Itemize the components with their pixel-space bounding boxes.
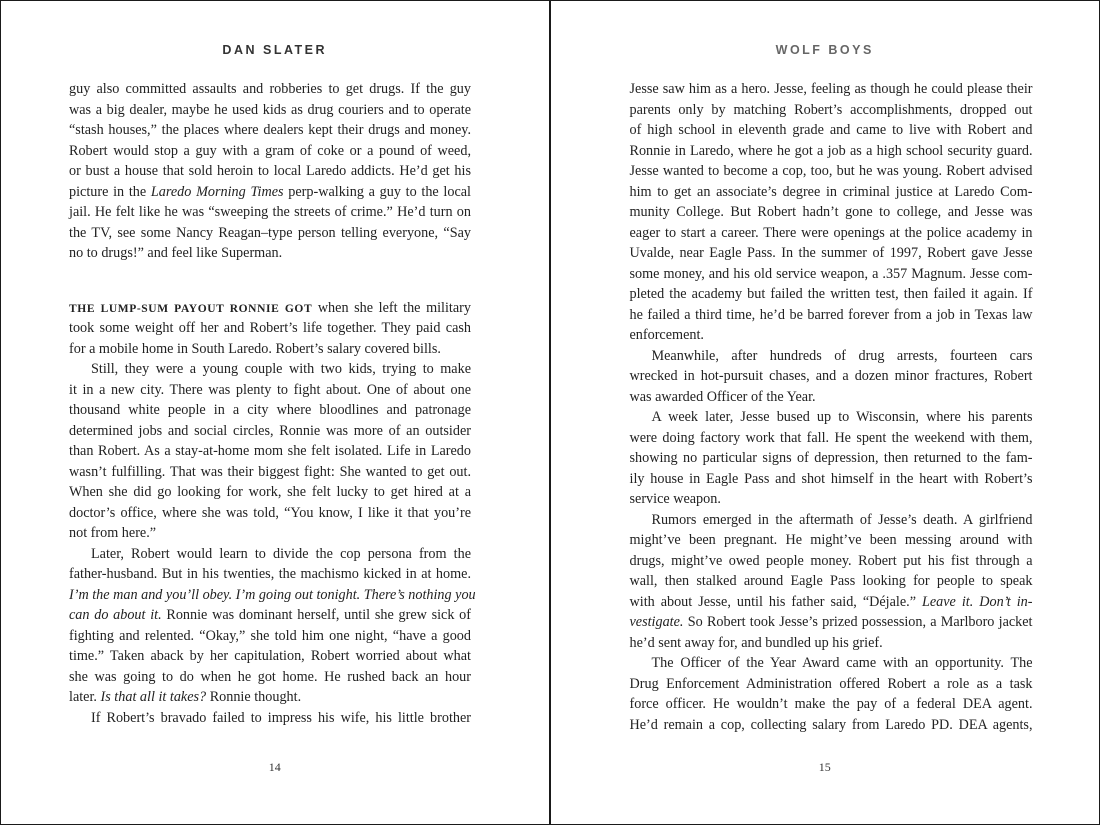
text-line: wrecked in hot-pursuit chases, and a dozen minor fractures, Robert <box>629 368 1033 384</box>
text-line: He’d remain a cop, collecting salary from Laredo PD. DEA agents, <box>629 716 1033 733</box>
styled-phrase: can do about it. <box>69 607 162 623</box>
text-line: Robert would stop a guy with a gram of coke or a pound of weed, <box>69 142 471 159</box>
text-line: ily house in Eagle Pass and shot himself in the heart with Robert’s <box>629 470 1033 487</box>
paragraph-start-line: Meanwhile, after hundreds of drug arrests, fourteen cars <box>651 347 1033 364</box>
styled-phrase: Is that all it takes? <box>100 689 207 705</box>
styled-phrase: Laredo Morning Times <box>150 183 284 200</box>
text-line: time.” Taken aback by her capitulation, Robert worried about what <box>69 648 471 664</box>
text-line: was a big dealer, maybe he used kids as drug couriers and to operate <box>69 101 471 118</box>
paragraph-start-line: The Officer of the Year Award came with an opportunity. The <box>651 655 1033 671</box>
left-page-body <box>69 79 476 728</box>
text-line: might’ve been pregnant. He might’ve been messing around with <box>629 532 1033 548</box>
text-line: service weapon. <box>629 491 721 507</box>
text-line: or bust a house that sold heroin to local Laredo addicts. He’d get his <box>69 163 471 179</box>
text-line: When she did go looking for work, she felt lucky to get hired at a <box>69 484 471 500</box>
text-line: he failed a third time, he’d be barred forever from a job in Texas law <box>629 306 1033 323</box>
text-line: Drug Enforcement Administration offered Robert a role as a task <box>629 675 1033 692</box>
text-line: “stash houses,” the places where dealers kept their drugs and money. <box>69 122 471 138</box>
text-line: parents only by matching Robert’s accomplishments, dropped out <box>629 101 1033 118</box>
left-page <box>1 1 551 824</box>
text-line: no to drugs!” and feel like Superman. <box>69 245 283 261</box>
text-line: him to get an associate’s degree in criminal justice at Laredo Com- <box>629 183 1033 200</box>
text-line: showing no particular signs of depression, then returned to the fam- <box>629 450 1033 466</box>
text-line: determined jobs and social circles, Ronnie was more of an outsider <box>69 422 471 439</box>
text-line: force officer. He wouldn’t make the pay of a federal DEA agent. <box>629 696 1033 712</box>
section-opening-line: THE LUMP-SUM PAYOUT RONNIE GOT when she left the military <box>69 299 471 316</box>
text-line: munity College. But Robert hadn’t gone to college, and Jesse was <box>629 204 1033 220</box>
paragraph-start-line: Rumors emerged in the aftermath of Jesse’s death. A girlfriend <box>651 511 1033 528</box>
text-line: fighting and relented. “Okay,” she told him one night, “have a good <box>69 627 471 644</box>
page-number-left: 14 <box>268 760 281 774</box>
running-head-author: DAN SLATER <box>222 43 328 57</box>
text-line: Ronnie in Laredo, where he got a job as a high school security guard. <box>629 142 1033 159</box>
paragraph-start-line: If Robert’s bravado failed to impress his wife, his little brother <box>91 709 471 726</box>
text-line: the TV, see some Nancy Reagan–type person telling everyone, “Say <box>69 224 471 241</box>
page-number-right: 15 <box>818 760 831 774</box>
paragraph-start-line: Still, they were a young couple with two kids, trying to make <box>91 361 471 377</box>
text-line: not from here.” <box>69 525 157 541</box>
text-line: he’d sent away for, and bundled up his grief. <box>629 634 883 651</box>
right-page <box>551 1 1100 824</box>
text-line: doctor’s office, where she was told, “You know, I like it that you’re <box>69 504 471 521</box>
text-line: picture in the Laredo Morning Times perp-walking a guy to the local <box>69 183 471 200</box>
text-line: she was going to do when he got home. He rushed back an hour <box>69 668 471 685</box>
text-line: can do about it. Ronnie was dominant herself, until she grew sick of <box>69 607 472 623</box>
italic-text-line: I’m the man and you’ll obey. I’m going out tonight. There’s nothing you <box>69 586 476 603</box>
text-line: vestigate. So Robert took Jesse’s prized possession, a Marlboro jacket <box>629 614 1033 630</box>
styled-phrase: vestigate. <box>629 614 684 630</box>
text-line: later. Is that all it takes? Ronnie thought. <box>69 689 302 705</box>
text-line: Jesse saw him as a hero. Jesse, feeling as though he could please their <box>629 81 1033 97</box>
text-line: than Robert. As a stay-at-home mom she felt isolated. Life in Laredo <box>69 443 471 459</box>
text-line: guy also committed assaults and robberies to get drugs. If the guy <box>69 81 471 97</box>
running-head-title: WOLF BOYS <box>775 43 874 57</box>
text-line: jail. He felt like he was “sweeping the streets of crime.” He’d turn on <box>69 204 471 220</box>
paragraph-start-line: A week later, Jesse bused up to Wisconsin, where his parents <box>651 409 1033 425</box>
text-line: was awarded Officer of the Year. <box>629 388 816 405</box>
styled-phrase: THE LUMP-SUM PAYOUT RONNIE GOT <box>69 302 313 315</box>
text-line: wasn’t fulfilling. That was their biggest fight: She wanted to get out. <box>69 463 471 480</box>
text-line: thousand white people in a city where bloodlines and patronage <box>69 402 471 418</box>
text-line: were doing factory work that fall. He spent the weekend with them, <box>629 429 1033 446</box>
text-line: Jesse wanted to become a cop, too, but he was young. Robert advised <box>629 163 1033 179</box>
text-line: wall, then stalked around Eagle Pass looking for people to speak <box>629 573 1033 589</box>
text-line: of high school in eleventh grade and came to live with Robert and <box>629 122 1033 138</box>
text-line: Uvalde, near Eagle Pass. In the summer of 1997, Robert gave Jesse <box>629 245 1033 261</box>
text-line: pleted the academy but failed the written test, then failed it again. If <box>629 286 1033 302</box>
text-line: it in a new city. There was plenty to fight about. One of about one <box>69 381 471 398</box>
text-line: for a mobile home in South Laredo. Robert’s salary covered bills. <box>69 340 441 357</box>
text-line: took some weight off her and Robert’s life together. They paid cash <box>69 320 471 336</box>
paragraph-start-line: Later, Robert would learn to divide the cop persona from the <box>91 545 471 562</box>
styled-phrase: Leave it. Don’t in- <box>921 593 1033 610</box>
text-line: enforcement. <box>629 327 704 343</box>
text-line: drugs, might’ve owed people money. Robert put his fist through a <box>629 552 1033 569</box>
text-line: father-husband. But in his twenties, the machismo kicked in at home. <box>69 566 471 582</box>
text-line: some money, and his old service weapon, a .357 Magnum. Jesse com- <box>629 265 1033 282</box>
text-line: eager to start a career. There were openings at the police academy in <box>629 224 1033 241</box>
text-line: with about Jesse, until his father said, “Déjale.” Leave it. Don’t in- <box>629 593 1033 610</box>
right-page-body <box>630 79 1033 735</box>
section-break <box>69 264 471 298</box>
